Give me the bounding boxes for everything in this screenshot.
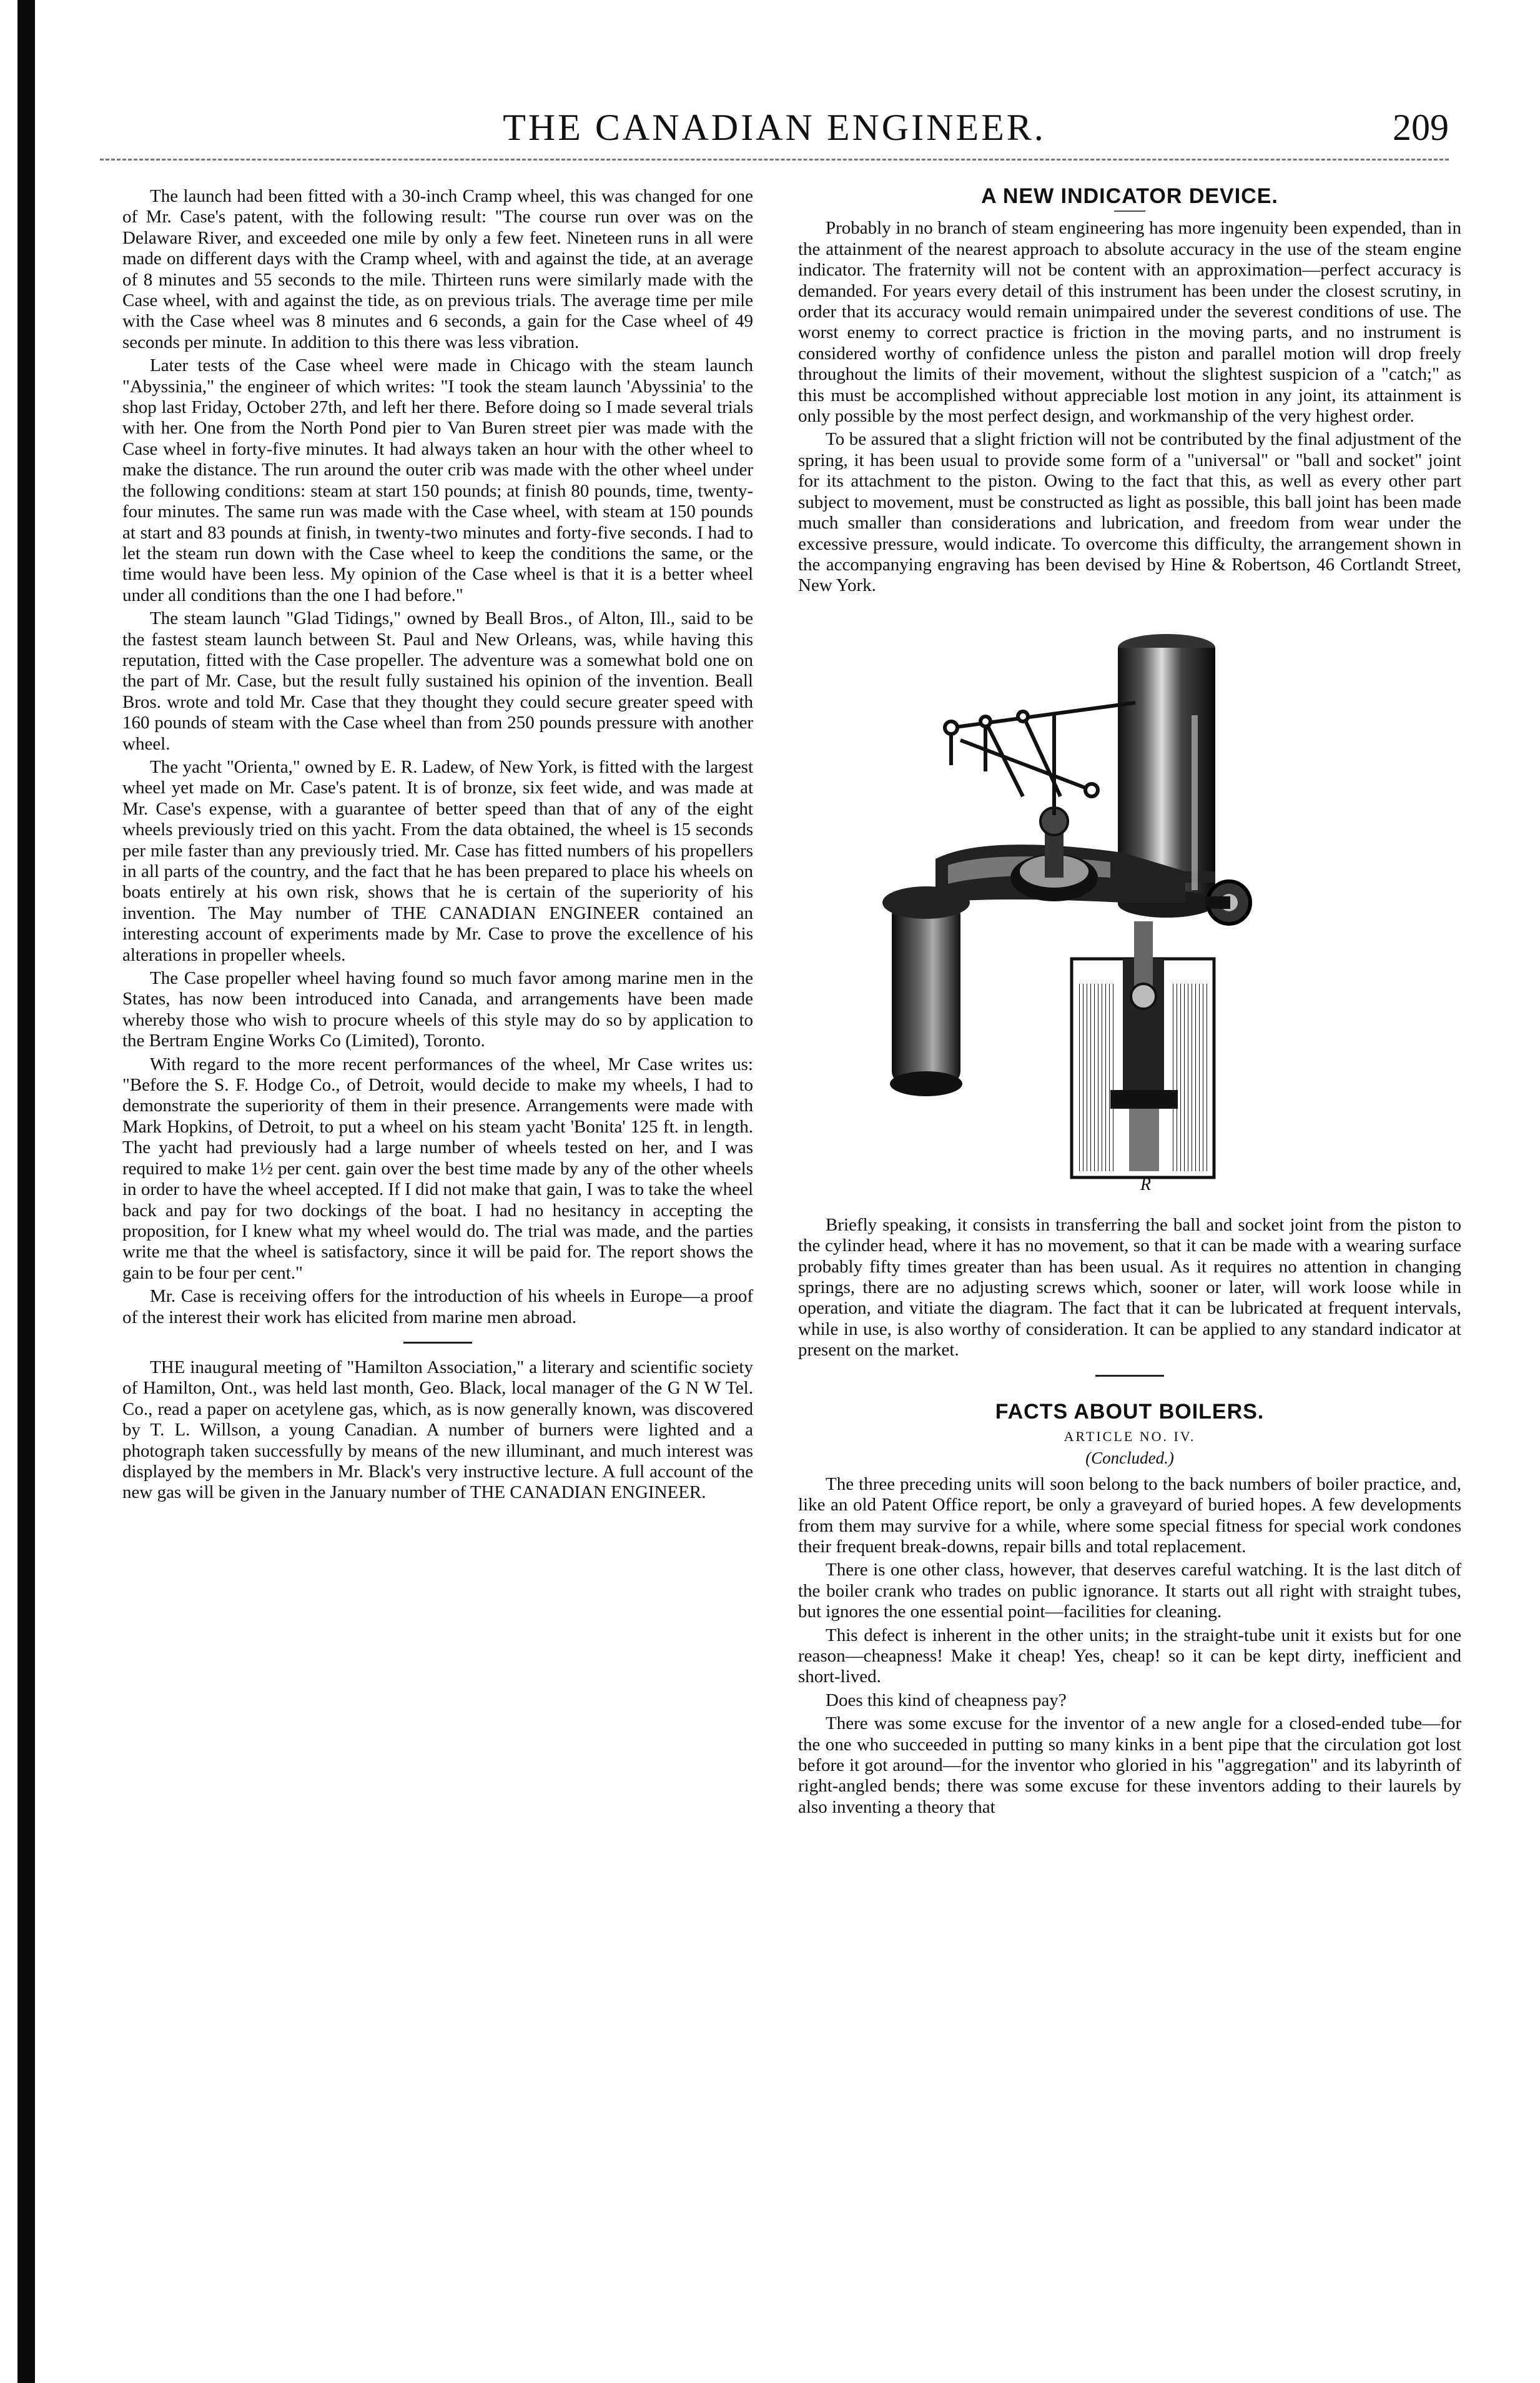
paragraph: This defect is inherent in the other units; in the straight-tube unit it exists but for one reason—cheapness! Make it cheap! Yes, cheap! so it can be kept dirty, inefficient and short-lived.: [798, 1625, 1461, 1687]
left-column: [122, 186, 753, 1504]
figure-label: R: [1140, 1174, 1152, 1194]
indicator-heading: A NEW INDICATOR DEVICE.: [981, 184, 1278, 208]
article-number: ARTICLE NO. IV.: [1064, 1428, 1196, 1444]
paragraph: The three preceding units will soon belong to the back numbers of boiler practice, and, like an old Patent Office report, be only a graveyard of buried hopes. A few developments from them may survive for a while, where some special fitness for special work condones their frequent break-downs, repair bills and total replacement.: [798, 1474, 1461, 1557]
paragraph: Does this kind of cheapness pay?: [826, 1690, 1067, 1710]
boilers-heading: FACTS ABOUT BOILERS.: [995, 1399, 1265, 1424]
section-separator: [403, 1342, 472, 1344]
page-number: 209: [1393, 107, 1449, 148]
paragraph: Mr. Case is receiving offers for the introduction of his wheels in Europe—a proof of the interest their work has elicited from marine men abroad.: [122, 1286, 753, 1327]
header-rule: [100, 159, 1449, 161]
cylinder-section: [1072, 921, 1214, 1194]
heading-rule: [1114, 211, 1145, 212]
linkage: [945, 703, 1135, 815]
paragraph: There was some excuse for the inventor of a new angle for a closed-ended tube—for the one who succeeded in putting so many kinks in a bent pipe that the circulation got lost before it got around—for the inventor who gloried in his "aggregation" and its labyrinth of right-angled bends; there was some excuse for these inventors adding to their laurels by also inventing a theory that: [798, 1713, 1461, 1817]
indicator-engraving: [798, 609, 1461, 1196]
scan-edge-bar: [17, 0, 35, 2383]
journal-title: THE CANADIAN ENGINEER.: [503, 107, 1046, 148]
concluded-note: (Concluded.): [1085, 1449, 1174, 1468]
pillar: [882, 886, 970, 1096]
key-handle: [1205, 881, 1250, 924]
paragraph: There is one other class, however, that deserves careful watching. It is the last ditch of the boiler crank who trades on public ignorance. It starts out all right with straight tubes, but ignores the one essential point—facilities for cleaning.: [798, 1560, 1461, 1622]
paragraph: Probably in no branch of steam engineering has more ingenuity been expended, than in the attainment of the nearest approach to absolute accuracy in the use of the steam engine indicator. The fraternity will not be content with an approximation—perfect accuracy is demanded. For years every detail of this instrument has been under the closest scrutiny, in order that its accuracy would remain unimpaired under the severest conditions of use. The worst enemy to correct practice is friction in the moving parts, and no instrument is considered worthy of confidence unless the piston and parallel motion will drop freely throughout the limits of their movement, without the slightest suspicion of a "catch;" as this must be accomplished without appreciable lost motion in any joint, its attainment is only possible by the most perfect design, and workmanship of the very highest order.: [798, 218, 1461, 427]
paragraph: With regard to the more recent performances of the wheel, Mr Case writes us: "Before the S. F. Hodge Co., of Detroit, would decide to make my wheels, I had to demonstrate the superiority of them in their presence. Arrangements were made with Mark Hopkins, of Detroit, to put a wheel on his steam yacht 'Bonita' 125 ft. in length. The yacht had previously had a large number of wheels tested on her, and I was required to make 1½ per cent. gain over the best time made by any of the other wheels in order to have the wheel accepted. If I did not make that gain, I was to take the wheel back and pay for two dockings of the boat. I had no hesitancy in accepting the proposition, for I knew what my wheel would do. The trial was made, and the parties write me that the wheel is satisfactory, since it will be paid for. The report shows the gain to be four per cent.": [122, 1054, 753, 1283]
paragraph: THE inaugural meeting of "Hamilton Association," a literary and scientific society of Hamilton, Ont., was held last month, Geo. Black, local manager of the G N W Tel. Co., read a paper on acetylene gas, which, as is now generally known, was discovered by T. L. Willson, a young Canadian. A number of burners were lighted and a photograph taken successfully by means of the new illuminant, and much interest was displayed by the members in Mr. Black's very instructive lecture. A full account of the new gas will be given in the January number of THE CANADIAN ENGINEER.: [122, 1357, 753, 1503]
paragraph: The launch had been fitted with a 30-inch Cramp wheel, this was changed for one of Mr. Case's patent, with the following result: "The course run over was on the Delaware River, and exceeded one mile by only a few feet. Nineteen runs in all were made on different days with the Cramp wheel, with and against the tide, at an average of 8 minutes and 55 seconds to the mile. Thirteen runs were similarly made with the Case wheel, with and against the tide, as on previous trials. The average time per mile with the Case wheel was 8 minutes and 6 seconds, a gain for the Case wheel of 49 seconds per minute. In addition to this there was less vibration.: [122, 186, 753, 352]
paragraph: The steam launch "Glad Tidings," owned by Beall Bros., of Alton, Ill., said to be the fastest steam launch between St. Paul and New Orleans, was, while having this reputation, fitted with the Case propeller. The adventure was a somewhat bold one on the part of Mr. Case, but the result fully sustained his opinion of the invention. Beall Bros. wrote and told Mr. Case that they thought they could secure greater speed with 160 pounds of steam with the Case wheel than from 250 pounds pressure with another wheel.: [122, 608, 753, 754]
paragraph: To be assured that a slight friction will not be contributed by the final adjustment of the spring, it has been usual to provide some form of a "universal" or "ball and socket" joint for its attachment to the piston. Owing to the fact that this, as well as every other part subject to movement, must be constructed as light as possible, this ball joint has been made much smaller than considerations and lubrication, and freedom from wear under the excessive pressure, would indicate. To overcome this difficulty, the arrangement shown in the accompanying engraving has been devised by Hine & Robertson, 46 Cortlandt Street, New York.: [798, 429, 1461, 596]
paragraph: The Case propeller wheel having found so much favor among marine men in the States, has now been introduced into Canada, and arrangements have been made whereby those who wish to procure wheels of this style may do so by application to the Bertram Engine Works Co (Limited), Toronto.: [122, 968, 753, 1051]
paragraph: Briefly speaking, it consists in transferring the ball and socket joint from the piston to the cylinder head, where it has no movement, so that it can be made with a wearing surface probably fifty times greater than has been usual. As it requires no attention in changing springs, there are no adjusting screws which, sooner or later, will work loose while in operation, and vitiate the diagram. The fact that it can be lubricated at frequent intervals, while in use, is also worthy of consideration. It can be applied to any standard indicator at present on the market.: [798, 1214, 1461, 1360]
section-separator: [1095, 1375, 1164, 1377]
page-header: [100, 106, 1449, 162]
right-column: [798, 186, 1461, 1818]
paragraph: Later tests of the Case wheel were made in Chicago with the steam launch "Abyssinia," the engineer of which writes: "I took the steam launch 'Abyssinia' to the shop last Friday, October 27th, and left her there. Before doing so I made several trials with her. One from the North Pond pier to Van Buren street pier was made with the Case wheel in forty-five minutes. It had always taken an hour with the other wheel to make the distance. The run around the outer crib was made with the other wheel under the following conditions: steam at start 150 pounds; at finish 80 pounds, time, twenty-four minutes. The same run was made with the Case wheel, with steam at 150 pounds at start and 83 pounds at finish, in twenty-two minutes and forty-five seconds. I had to let the steam run down with the Case wheel to keep the conditions the same, or the time would have been less. My opinion of the Case wheel is that it is a better wheel under all conditions than the one I had before.": [122, 355, 753, 605]
paragraph: The yacht "Orienta," owned by E. R. Ladew, of New York, is fitted with the largest wheel yet made on Mr. Case's patent. It is of bronze, six feet wide, and was made at Mr. Case's expense, with a guarantee of better speed than that of any of the eight wheels previously tried on this yacht. From the data obtained, the wheel is 15 seconds per mile faster than any previously tried. Mr. Case has fitted numbers of his propellers in all parts of the country, and the fact that he has been prepared to place his wheels on boats entirely at his own risk, shows that he is certain of the superiority of his invention. The May number of THE CANADIAN ENGINEER contained an interesting account of experiments made by Mr. Case to prove the excellence of his alterations in propeller wheels.: [122, 756, 753, 965]
